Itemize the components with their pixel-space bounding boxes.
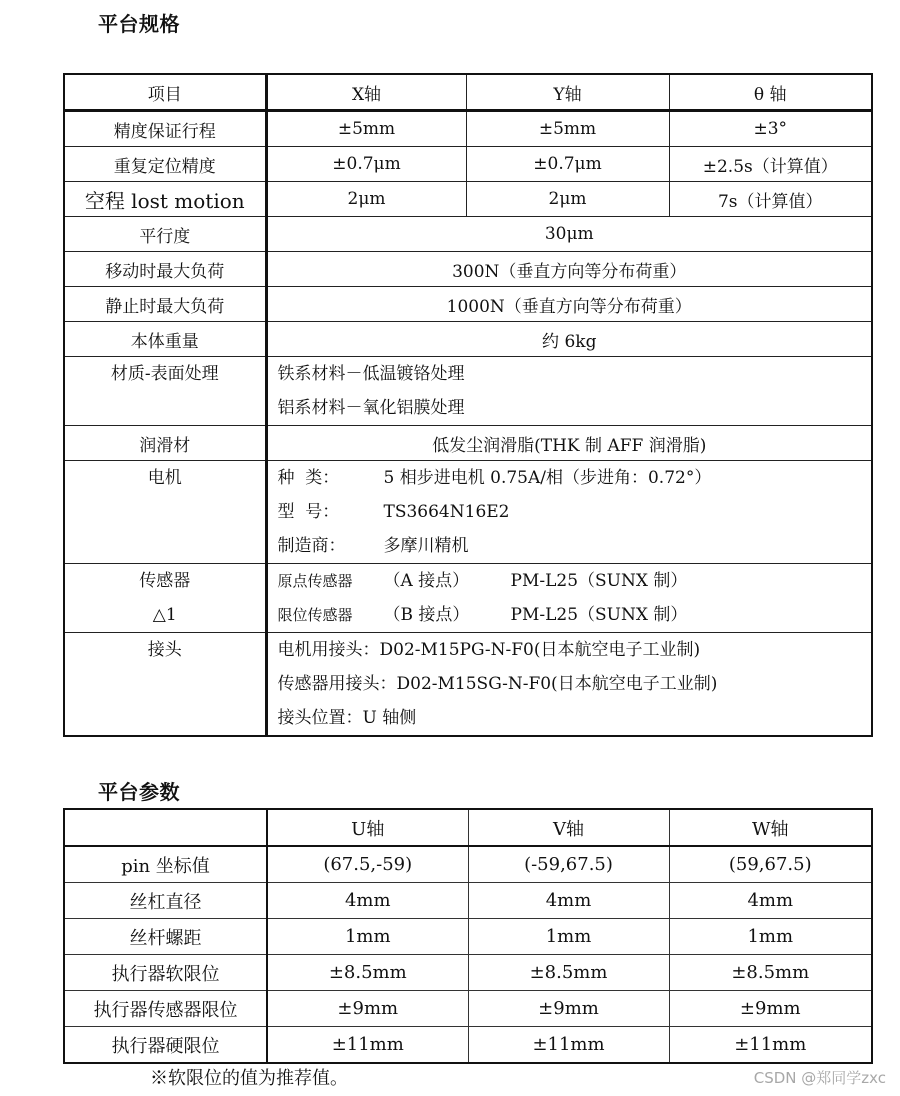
cell-value: ±3° (669, 111, 872, 147)
row-label: 执行器硬限位 (64, 1027, 267, 1064)
row-label-note: △1 (152, 605, 177, 625)
row-label: 执行器传感器限位 (64, 991, 267, 1027)
cell-value: (-59,67.5) (468, 846, 669, 883)
header-u-axis: U轴 (267, 809, 468, 846)
cell-value: ±5mm (266, 111, 466, 147)
table-row (64, 147, 872, 182)
row-label (64, 461, 266, 564)
cell-value: ±0.7μm (266, 147, 466, 182)
row-label (64, 633, 266, 737)
motor-type-line (278, 461, 872, 495)
sensor-name: 原点传感器 (277, 572, 353, 590)
cell-value: ±11mm (669, 1027, 872, 1064)
row-label-text: 材质-表面处理 (110, 364, 219, 384)
cell-value: 1mm (468, 919, 669, 955)
table-row (64, 252, 872, 287)
table-row-connector (64, 633, 872, 737)
row-label: 丝杆螺距 (64, 919, 267, 955)
cell-value: 2μm (266, 182, 466, 217)
cell-value: 低发尘润滑脂(THK 制 AFF 润滑脂) (266, 426, 872, 461)
cell-value: ±5mm (466, 111, 669, 147)
header-item: 项目 (64, 74, 266, 111)
header-w-axis: W轴 (669, 809, 872, 846)
row-label: 本体重量 (64, 322, 266, 357)
cell-value: ±8.5mm (468, 955, 669, 991)
cell-value: 约 6kg (266, 322, 872, 357)
row-label-text: 传感器 (139, 571, 191, 591)
motor-model-value: TS3664N16E2 (383, 502, 510, 522)
sensor-contact: （A 接点） (383, 571, 470, 591)
row-label-text: 接头 (147, 640, 182, 660)
sensor-line (278, 564, 872, 598)
row-label: 润滑材 (64, 426, 266, 461)
cell-value: 1000N（垂直方向等分布荷重） (266, 287, 872, 322)
cell-value: ±2.5s（计算值） (669, 147, 872, 182)
cell-value: 7s（计算值） (669, 182, 872, 217)
cell-value: 1mm (267, 919, 468, 955)
table-row (64, 955, 872, 991)
sensor-model: PM-L25（SUNX 制） (510, 571, 688, 591)
motor-model-key: 型 号： (277, 502, 340, 522)
platform-params-table (63, 808, 873, 1064)
header-x-axis: X轴 (266, 74, 466, 111)
connector-line: 传感器用接头：D02-M15SG-N-F0(日本航空电子工业制) (277, 674, 718, 694)
row-label: 移动时最大负荷 (64, 252, 266, 287)
cell-value: ±9mm (267, 991, 468, 1027)
table-row-sensor (64, 564, 872, 633)
cell-value: 4mm (669, 883, 872, 919)
material-cell (266, 357, 872, 426)
cell-value: 30μm (266, 217, 872, 252)
row-label (64, 357, 266, 426)
motor-maker-value: 多摩川精机 (383, 536, 469, 556)
motor-maker-key: 制造商： (277, 536, 346, 556)
cell-value: ±8.5mm (267, 955, 468, 991)
connector-line: 电机用接头：D02-M15PG-N-F0(日本航空电子工业制) (277, 640, 701, 660)
cell-value: ±9mm (468, 991, 669, 1027)
header-v-axis: V轴 (468, 809, 669, 846)
row-label: 重复定位精度 (64, 147, 266, 182)
table-row (64, 883, 872, 919)
cell-value: ±9mm (669, 991, 872, 1027)
cell-value: ±11mm (267, 1027, 468, 1064)
connector-cell (266, 633, 872, 737)
sensor-line (278, 598, 872, 632)
table-row (64, 919, 872, 955)
motor-model-line (278, 495, 872, 529)
motor-cell (266, 461, 872, 564)
row-label (64, 564, 266, 633)
cell-value: ±8.5mm (669, 955, 872, 991)
motor-type-key: 种 类： (277, 468, 340, 488)
row-label: 丝杠直径 (64, 883, 267, 919)
table-row (64, 217, 872, 252)
connector-line: 接头位置：U 轴侧 (277, 708, 417, 728)
motor-maker-line (278, 529, 872, 563)
material-line: 铝系材料－氧化铝膜处理 (277, 398, 465, 418)
cell-value: ±0.7μm (466, 147, 669, 182)
row-label: 平行度 (64, 217, 266, 252)
cell-value: 4mm (267, 883, 468, 919)
row-label: pin 坐标值 (64, 846, 267, 883)
row-label: 静止时最大负荷 (64, 287, 266, 322)
row-label: 精度保证行程 (64, 111, 266, 147)
table-row-lubricant (64, 426, 872, 461)
table-row (64, 182, 872, 217)
cell-value: 2μm (466, 182, 669, 217)
params-section-title: 平台参数 (98, 780, 180, 804)
motor-type-value: 5 相步进电机 0.75A/相（步进角：0.72°） (383, 468, 712, 488)
table-row (64, 1027, 872, 1064)
spec-section-title: 平台规格 (98, 12, 180, 36)
table-row (64, 991, 872, 1027)
sensor-contact: （B 接点） (383, 605, 470, 625)
header-blank (64, 809, 267, 846)
row-label-text: 电机 (147, 468, 182, 488)
table-row-material (64, 357, 872, 426)
sensor-cell (266, 564, 872, 633)
cell-value: (67.5,-59) (267, 846, 468, 883)
cell-value: 4mm (468, 883, 669, 919)
cell-value: (59,67.5) (669, 846, 872, 883)
table-row (64, 287, 872, 322)
table-row-motor (64, 461, 872, 564)
spec-header-row (64, 74, 872, 111)
cell-value: 300N（垂直方向等分布荷重） (266, 252, 872, 287)
table-row (64, 111, 872, 147)
row-label: 空程 lost motion (64, 182, 266, 217)
header-theta-axis: θ 轴 (669, 74, 872, 111)
footnote: ※软限位的值为推荐值。 (150, 1068, 348, 1089)
sensor-name: 限位传感器 (277, 606, 353, 624)
sensor-model: PM-L25（SUNX 制） (510, 605, 688, 625)
watermark: CSDN @郑同学zxc (753, 1069, 886, 1087)
cell-value: 1mm (669, 919, 872, 955)
params-header-row (64, 809, 872, 846)
table-row (64, 322, 872, 357)
platform-spec-table (63, 73, 873, 737)
row-label: 执行器软限位 (64, 955, 267, 991)
material-line: 铁系材料－低温镀铬处理 (277, 364, 465, 384)
table-row (64, 846, 872, 883)
header-y-axis: Y轴 (466, 74, 669, 111)
cell-value: ±11mm (468, 1027, 669, 1064)
